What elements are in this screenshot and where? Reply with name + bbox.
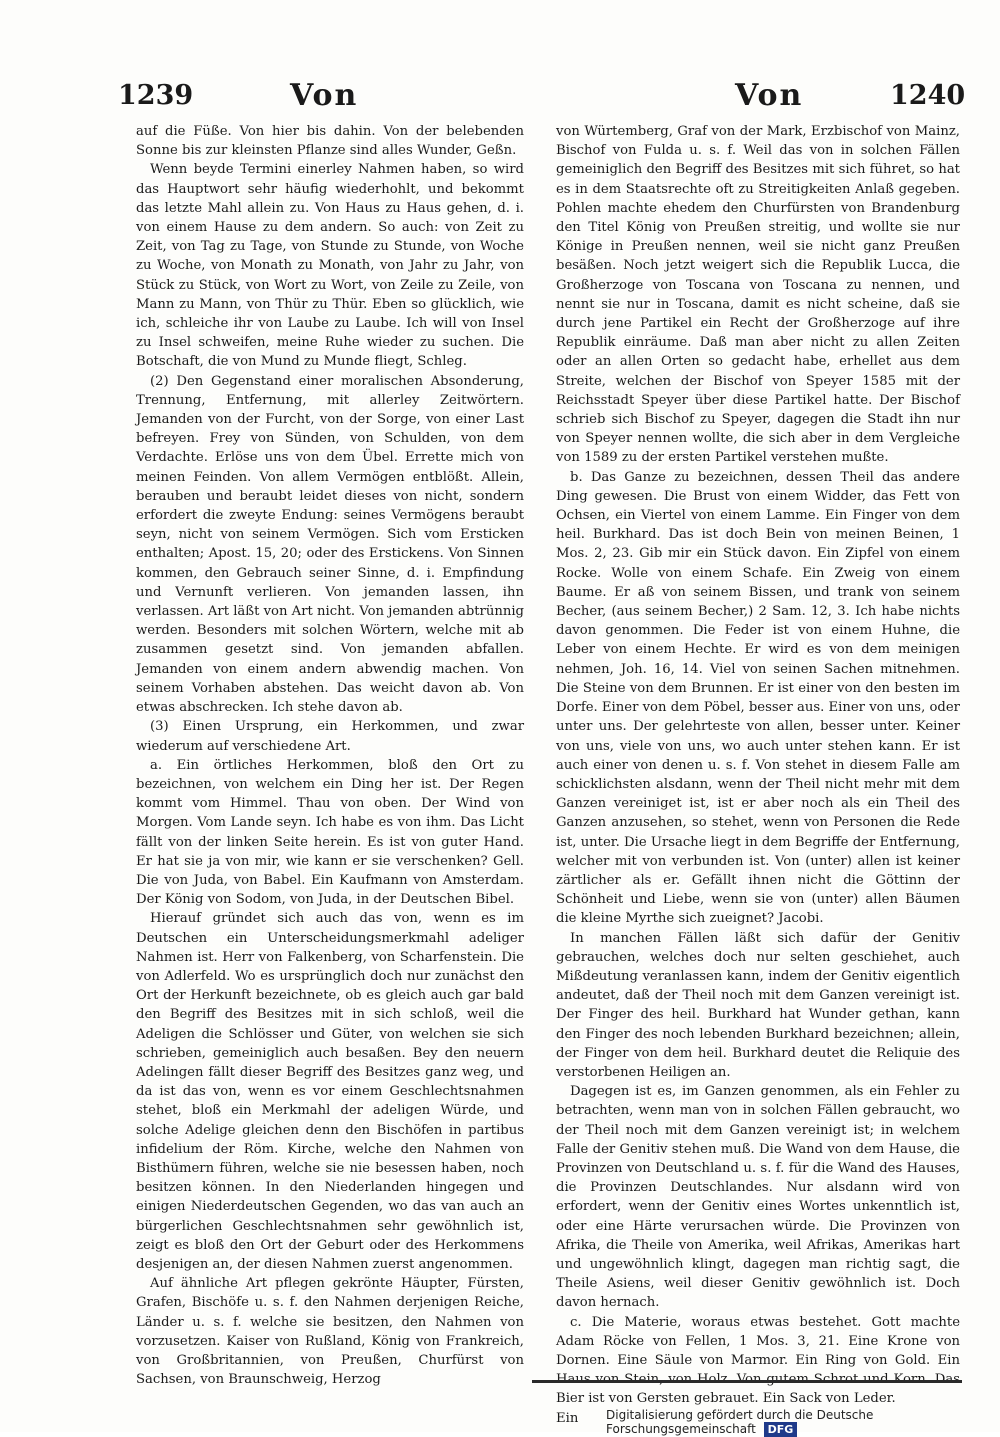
page-number-left: 1239 (118, 80, 194, 111)
left-column-paragraph: (3) Einen Ursprung, ein Herkommen, und zwar wiederum auf verschiedene Art. (136, 719, 524, 754)
running-headword-left: Von (290, 78, 359, 113)
left-column-paragraph: Hierauf gründet sich auch das von, wenn es im Deutschen ein Unterscheidungsmerkmahl adeliger Nahmen ist. Herr von Falkenberg, von Scharfenstein. Die von Adlerfeld. Wo es ursprünglich doch nur zunächst den Ort der Herkunft bezeichnete, ob es gleich auch gar bald den Begriff des Besitzes mit in sich schloß, weil die Adeligen die Schlösser und Güter, von welchen sie sich schrieben, gemeiniglich auch besaßen. Bey den neuern Adelingen fällt dieser Begriff des Besitzes ganz weg, und da ist das von, wenn es vor einem Geschlechtsnahmen stehet, bloß ein Merkmahl der adeligen Würde, und solche Adelige gleichen denn den Bischöfen in partibus infidelium der Röm. Kirche, welche den Nahmen von Bisthümern führen, welche sie nie besessen haben, noch besitzen können. In den Niederlanden hingegen und einigen Niederdeutschen Gegenden, wo das van auch an bürgerlichen Geschlechtsnahmen sehr gewöhnlich ist, zeigt es bloß den Ort der Geburt oder des Herkommens desjenigen an, der diesen Nahmen zuerst angenommen. (136, 911, 524, 1272)
left-column-paragraph: auf die Füße. Von hier bis dahin. Von der belebenden Sonne bis zur kleinsten Pflanze sind alles Wunder, Geßn. (136, 124, 524, 159)
funding-footer (606, 1408, 1000, 1437)
dfg-logo: DFG (764, 1422, 798, 1437)
running-headword-right: Von (735, 78, 804, 113)
left-column (136, 122, 524, 1389)
left-column-paragraph: Wenn beyde Termini einerley Nahmen haben, so wird das Hauptwort sehr häufig wiederhohlt, und bekommt das letzte Mahl allein zu. Von Haus zu Haus gehen, d. i. von einem Hause zu dem andern. So auch: von Zeit zu Zeit, von Tag zu Tage, von Stunde zu Stunde, von Woche zu Woche, von Monath zu Monath, von Jahr zu Jahr, von Stück zu Stück, von Wort zu Wort, von Zeile zu Zeile, von Mann zu Mann, von Thür zu Thür. Eben so glücklich, wie ich, schleiche ihr von Laube zu Laube. Ich will von Insel zu Insel schweifen, meine Ruhe wieder zu suchen. Die Botschaft, die von Mund zu Munde fliegt, Schleg. (136, 162, 524, 370)
page-number-right: 1240 (890, 80, 966, 111)
right-column-paragraph: b. Das Ganze zu bezeichnen, dessen Theil das andere Ding gewesen. Die Brust von einem Widder, das Fett von Ochsen, ein Viertel von einem Lamme. Ein Finger von dem heil. Burkhard. Das ist doch Bein von meinen Beinen, 1 Mos. 2, 23. Gib mir ein Stück davon. Ein Zipfel von einem Rocke. Wolle von einem Schafe. Ein Zweig von einem Baume. Er aß von seinem Bissen, und trank von seinem Becher, (aus seinem Becher,) 2 Sam. 12, 3. Ich habe nichts davon genommen. Die Feder ist von einem Huhne, die Leber von einem Hechte. Er wird es von dem meinigen nehmen, Joh. 16, 14. Viel von seinen Sachen mitnehmen. Die Steine von dem Brunnen. Er ist einer von den besten im Dorfe. Einer von dem Pöbel, besser aus. Einer von uns, oder unter uns. Der gelehrteste von allen, besser unter. Keiner von uns, viele von uns, wo auch unter stehen kann. Er ist auch einer von denen u. s. f. Von stehet in diesem Falle am schicklichsten alsdann, wenn der Theil nicht mehr mit dem Ganzen vereiniget ist, ist er aber noch als ein Theil des Ganzen anzusehen, so stehet, wenn von Personen die Rede ist, unter. Die Ursache liegt in dem Begriffe der Entfernung, welcher mit von verbunden ist. Von (unter) allen ist keiner zärtlicher als er. Gefällt ihnen nicht die Göttinn der Schönheit und Liebe, wenn sie von (unter) allen Bäumen die kleine Myrthe sich zueignet? Jacobi. (556, 469, 960, 927)
right-column-paragraph: c. Die Materie, woraus etwas bestehet. Gott machte Adam Röcke von Fellen, 1 Mos. 3, 21. Eine Krone von Dornen. Eine Säule von Marmor. Ein Ring von Gold. Ein Bier ist von Gersten gebrauet. Ein Sack von Leder. (556, 1314, 960, 1407)
page-header (0, 76, 1000, 120)
left-column-paragraph: a. Ein örtliches Herkommen, bloß den Ort zu bezeichnen, von welchem ein Ding her ist. Der Regen kommt vom Himmel. Thau von oben. Der Wind von Morgen. Vom Lande seyn. Ich habe es von ihm. Das Licht fällt von der linken Seite herein. Es ist von guter Hand. Er hat sie ja von mir, wie kann er sie verschenken? Gell. Die von Juda, von Babel. Ein Kaufmann von Amsterdam. Der König von Sodom, von Juda, in der Deutschen Bibel. (136, 757, 524, 908)
right-column-paragraph: von Würtemberg, Graf von der Mark, Erzbischof von Mainz, Bischof von Fulda u. s. f. Weil das von in solchen Fällen gemeiniglich den Begriff des Besitzes mit sich führet, so hat es in dem Staatsrechte oft zu Streitigkeiten Anlaß gegeben. Pohlen machte ehedem den Churfürsten von Brandenburg den Titel König von Preußen streitig, und wollte sie nur Könige in Preußen nennen, weil sie nicht ganz Preußen besäßen. Noch jetzt weigert sich die Republik Lucca, die Großherzoge von Toscana von Toscana zu nennen, und nennt sie nur in Toscana, damit es nicht scheine, daß sie durch jene Partikel ein Recht der Großherzoge auf ihre Republik einräume. Daß man aber nicht zu allen Zeiten oder an allen Orten so gedacht habe, erhellet aus dem Streite, welchen der Bischof von Speyer 1585 mit der Reichsstadt Speyer über diese Partikel hatte. Der Bischof schrieb sich Bischof zu Speyer, dagegen die Stadt ihn nur von Speyer nennen wollte, die sich aber in dem Vergleiche von 1589 zu der ersten Partikel verstehen mußte. (556, 124, 960, 466)
funding-text: Digitalisierung gefördert durch die Deutsche Forschungsgemeinschaft (606, 1408, 874, 1436)
bottom-rule (532, 1380, 962, 1383)
right-column-paragraph: In manchen Fällen läßt sich dafür der Genitiv gebrauchen, welches doch nur selten geschiehet, auch Mißdeutung veranlassen kann, indem der Genitiv eigentlich andeutet, daß der Theil noch mit dem Ganzen vereinigt ist. Der Finger des heil. Burkhard hat Wunder gethan, kann den Finger des noch lebenden Burkhard bezeichnen; allein, der Finger von dem heil. Burkhard deutet die Reliquie des verstorbenen Heiligen an. (556, 930, 960, 1080)
left-column-paragraph: Auf ähnliche Art pflegen gekrönte Häupter, Fürsten, Grafen, Bischöfe u. s. f. den Nahmen derjenigen Reiche, Länder u. s. f. welche sie besitzen, den Nahmen von vorzusetzen. Kaiser von Rußland, König von Frankreich, von Großbritannien, von Preußen, Churfürst von Sachsen, von Braunschweig, Herzog (136, 1276, 524, 1388)
right-column-paragraph: Ein (556, 1410, 579, 1426)
right-column-paragraph: Dagegen ist es, im Ganzen genommen, als ein Fehler zu betrachten, wenn man von in solchen Fällen gebraucht, wo der Theil noch mit dem Ganzen vereinigt ist; in welchem Falle der Genitiv stehen muß. Die Wand von dem Hause, die Provinzen von Deutschland u. s. f. für die Wand des Hauses, die Provinzen Deutschlandes. Nur alsdann wird von erfordert, wenn der Genitiv eines Wortes unkenntlich ist, oder eine Härte verursachen würde. Die Provinzen von Afrika, die Theile von Amerika, weil Afrikas, Amerikas hart und ungewöhnlich klingt, dagegen man richtig sagt, die Theile Asiens, weil dieser Genitiv gewöhnlich ist. Doch davon hernach. (556, 1084, 960, 1311)
left-column-paragraph: (2) Den Gegenstand einer moralischen Absonderung, Trennung, Entfernung, mit allerley Zeitwörtern. Jemanden von der Furcht, von der Sorge, von einer Last befreyen. Frey von Sünden, von Schulden, von dem Verdachte. Erlöse uns von dem Übel. Errette mich von meinen Feinden. Von allem Vermögen entblößt. Allein, berauben und beraubt leidet dieses von nicht, sondern erfordert die zweyte Endung: seines Vermögens beraubt seyn, nicht von seinem Vermögen. Sich vom Ersticken enthalten; Apost. 15, 20; oder des Erstickens. Von Sinnen kommen, den Gebrauch seiner Sinne, d. i. Empfindung und Vernunft verlieren. Von jemanden lassen, ihn verlassen. Art läßt von Art nicht. Von jemanden abtrünnig werden. Besonders mit solchen Wörtern, welche mit ab zusammen gesetzt sind. Von jemanden abfallen. Jemanden von einem andern abwendig machen. Von seinem Vorhaben abstehen. Das weicht davon ab. Von etwas abschrecken. Ich stehe davon ab. (136, 373, 524, 716)
right-column (556, 122, 960, 1428)
